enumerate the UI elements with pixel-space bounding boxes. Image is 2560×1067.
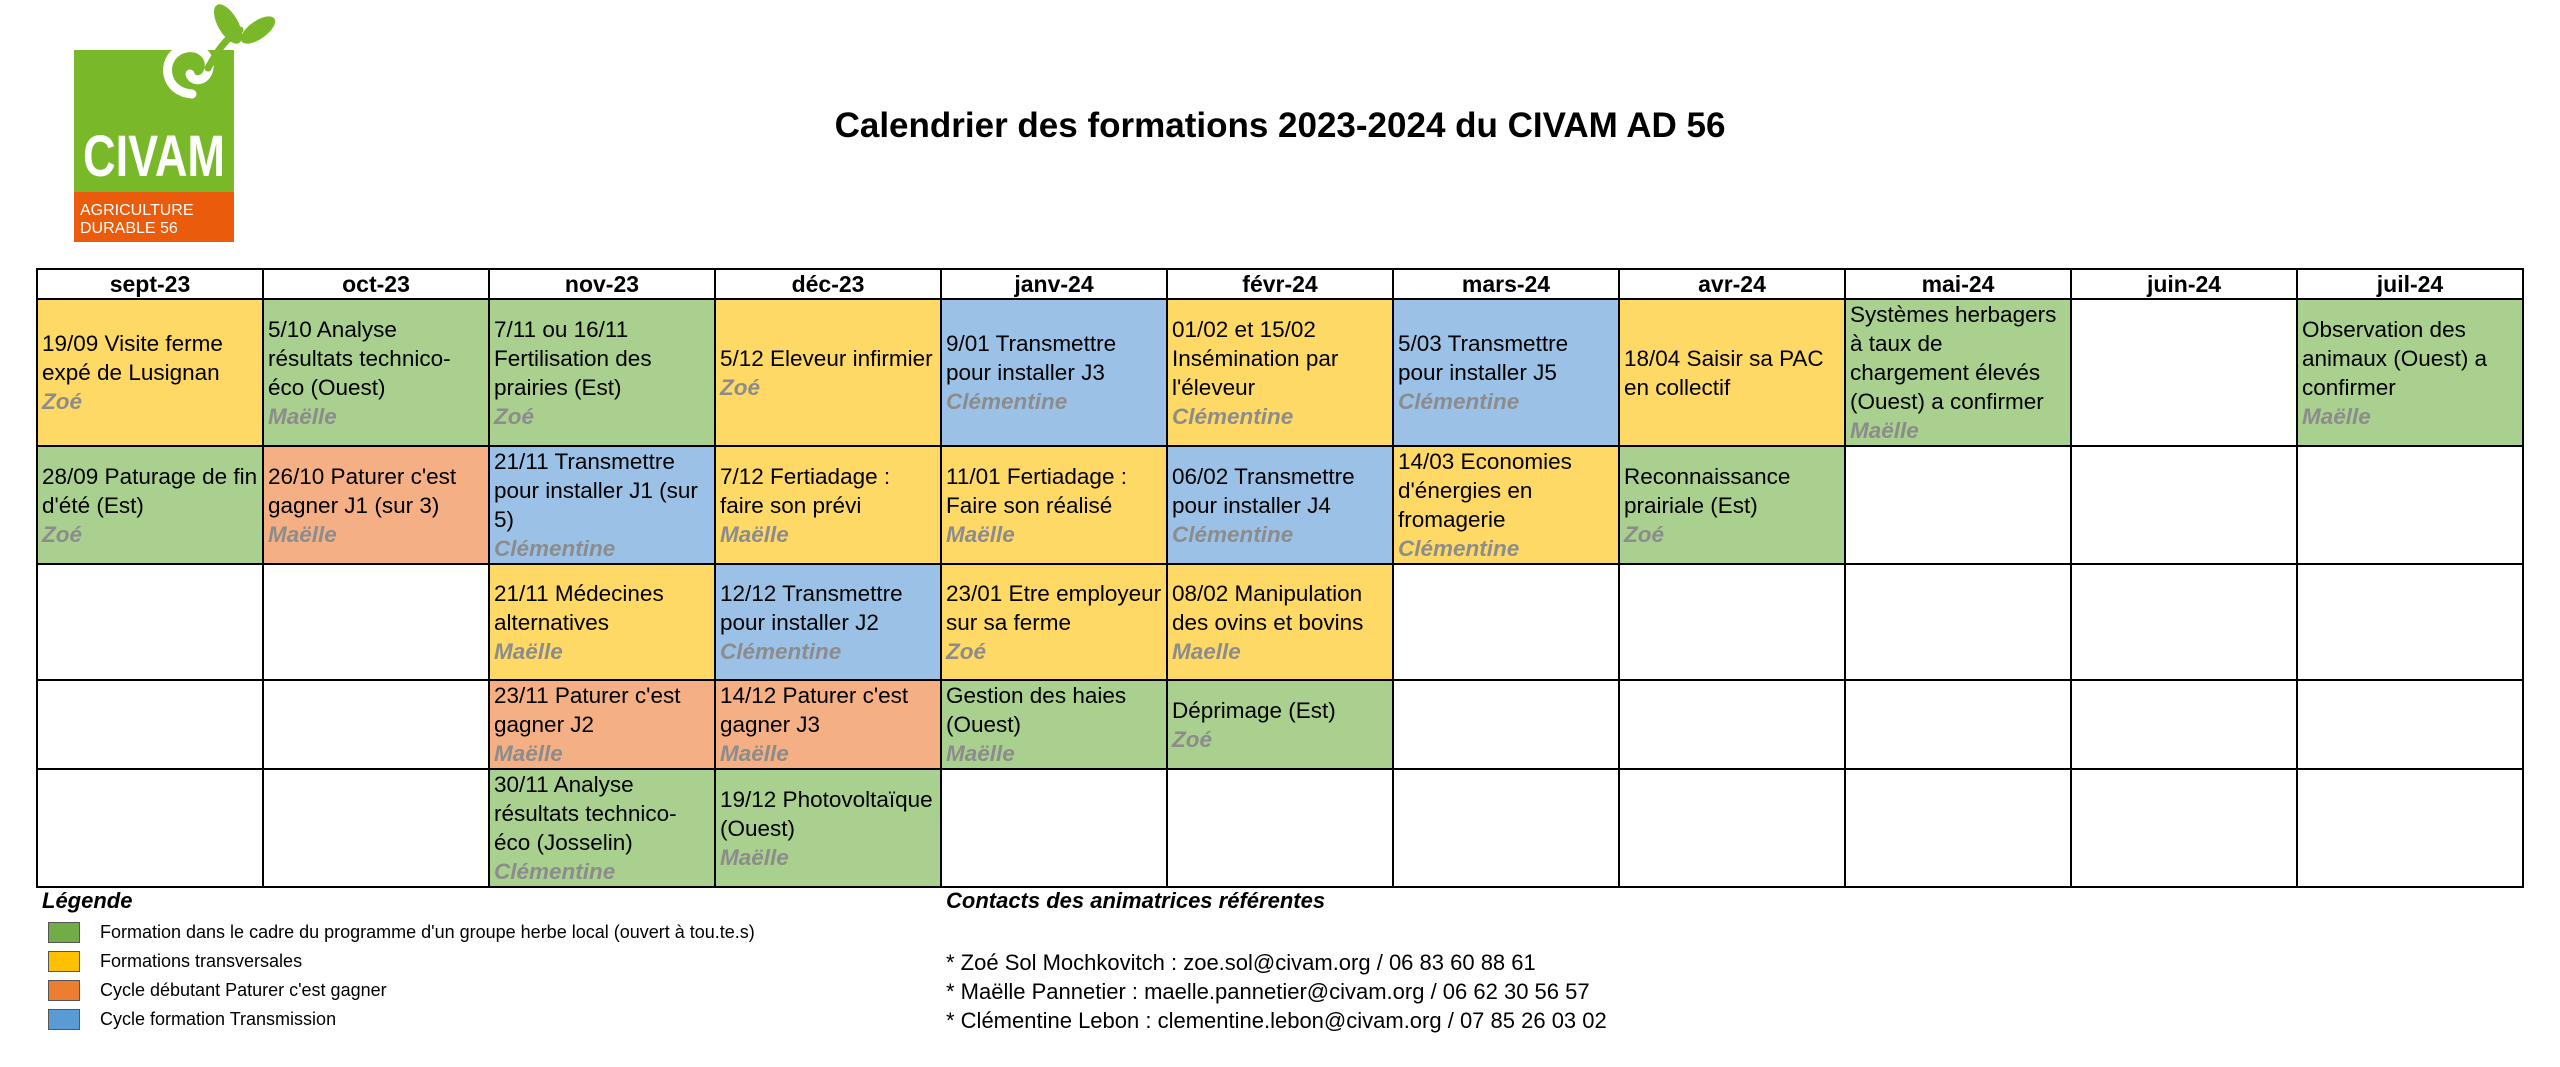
- empty-cell: [2297, 446, 2523, 564]
- empty-cell: [1845, 564, 2071, 680]
- legend-item: [40, 1005, 900, 1034]
- facilitator-name: Clémentine: [494, 536, 616, 561]
- empty-cell: [1393, 564, 1619, 680]
- training-title: Déprimage (Est): [1172, 697, 1336, 723]
- facilitator-name: Maëlle: [720, 741, 789, 766]
- training-cell: [1393, 299, 1619, 446]
- empty-cell: [1393, 769, 1619, 887]
- logo-name: CIVAM: [83, 124, 225, 189]
- training-cell: [489, 680, 715, 769]
- facilitator-name: Clémentine: [720, 638, 842, 664]
- training-title: 5/12 Eleveur infirmier: [720, 345, 933, 371]
- legend-item: [40, 976, 900, 1005]
- training-title: 06/02 Transmettre pour installer J4: [1172, 463, 1355, 518]
- training-title: 12/12 Transmettre pour installer J2: [720, 580, 903, 635]
- training-title: 21/11 Médecines alternatives: [494, 580, 664, 635]
- empty-cell: [1845, 769, 2071, 887]
- training-title: 23/11 Paturer c'est gagner J2: [494, 683, 681, 737]
- facilitator-name: Maëlle: [268, 521, 337, 547]
- empty-cell: [263, 769, 489, 887]
- facilitator-name: Zoé: [946, 638, 987, 664]
- empty-cell: [1167, 769, 1393, 887]
- contact-line: * Maëlle Pannetier : maelle.pannetier@civam.org / 06 62 30 56 57: [946, 979, 1590, 1004]
- training-cell: [489, 446, 715, 564]
- logo-subtitle-2: DURABLE 56: [80, 220, 178, 237]
- training-cell: [263, 299, 489, 446]
- facilitator-name: Zoé: [720, 374, 761, 400]
- legend-label: Formation dans le cadre du programme d'un groupe herbe local (ouvert à tou.te.s): [100, 922, 755, 942]
- training-title: 23/01 Etre employeur sur sa ferme: [946, 580, 1162, 635]
- calendar-row: [37, 299, 2523, 446]
- empty-cell: [2297, 564, 2523, 680]
- training-title: 9/01 Transmettre pour installer J3: [946, 331, 1117, 385]
- empty-cell: [2071, 446, 2297, 564]
- facilitator-name: Clémentine: [494, 859, 616, 884]
- facilitator-name: Maëlle: [1850, 418, 1919, 443]
- training-cell: [1845, 299, 2071, 446]
- training-cell: [37, 299, 263, 446]
- legend: [40, 888, 900, 1034]
- contact-line: * Clémentine Lebon : clementine.lebon@civam.org / 07 85 26 03 02: [946, 1008, 1607, 1033]
- facilitator-name: Maëlle: [494, 638, 563, 664]
- calendar-row: [37, 446, 2523, 564]
- contact-line: * Zoé Sol Mochkovitch : zoe.sol@civam.org / 06 83 60 88 61: [946, 950, 1536, 975]
- training-calendar: [36, 268, 2524, 888]
- facilitator-name: Clémentine: [1398, 389, 1520, 414]
- facilitator-name: Clémentine: [946, 389, 1068, 414]
- training-cell: [1619, 446, 1845, 564]
- training-cell: [2297, 299, 2523, 446]
- training-title: 14/12 Paturer c'est gagner J3: [720, 683, 909, 737]
- facilitator-name: Zoé: [494, 403, 535, 429]
- empty-cell: [2071, 680, 2297, 769]
- training-cell: [941, 680, 1167, 769]
- training-title: 01/02 et 15/02 Insémination par l'éleveur: [1172, 316, 1339, 400]
- training-title: 14/03 Economies d'énergies en fromagerie: [1398, 449, 1572, 532]
- facilitator-name: Clémentine: [1172, 403, 1294, 429]
- training-title: 7/12 Fertiadage : faire son prévi: [720, 463, 891, 518]
- month-header: déc-23: [715, 269, 941, 299]
- calendar-row: [37, 564, 2523, 680]
- legend-label: Cycle formation Transmission: [100, 1009, 337, 1029]
- training-title: Observation des animaux (Ouest) a confirmer: [2302, 316, 2488, 400]
- facilitator-name: Maëlle: [720, 844, 789, 870]
- legend-swatch-green: [48, 922, 80, 943]
- training-cell: [715, 680, 941, 769]
- training-title: 19/09 Visite ferme expé de Lusignan: [42, 331, 223, 385]
- legend-swatch-blue: [48, 1009, 80, 1030]
- training-title: 7/11 ou 16/11 Fertilisation des prairies (Est): [494, 316, 652, 400]
- training-title: Reconnaissance prairiale (Est): [1624, 463, 1791, 518]
- legend-item: [40, 947, 900, 976]
- month-header: févr-24: [1167, 269, 1393, 299]
- training-cell: [489, 564, 715, 680]
- training-cell: [489, 299, 715, 446]
- legend-title: Légende: [42, 888, 133, 913]
- empty-cell: [263, 680, 489, 769]
- facilitator-name: Maëlle: [2302, 403, 2371, 429]
- empty-cell: [2071, 299, 2297, 446]
- facilitator-name: Maëlle: [494, 741, 563, 766]
- training-title: Systèmes herbagers à taux de chargement élevés (Ouest) a confirmer: [1850, 302, 2057, 414]
- training-cell: [1393, 446, 1619, 564]
- training-title: 11/01 Fertiadage : Faire son réalisé: [946, 463, 1127, 518]
- facilitator-name: Zoé: [1624, 521, 1665, 547]
- training-cell: [715, 446, 941, 564]
- training-cell: [1167, 446, 1393, 564]
- empty-cell: [2071, 564, 2297, 680]
- facilitator-name: Zoé: [1172, 726, 1213, 752]
- month-header: sept-23: [37, 269, 263, 299]
- training-title: 21/11 Transmettre pour installer J1 (sur 5): [494, 449, 698, 532]
- training-title: 5/10 Analyse résultats technico-éco (Ouest): [268, 316, 451, 400]
- page-title: Calendrier des formations 2023-2024 du CIVAM AD 56: [834, 106, 1726, 145]
- facilitator-name: Maëlle: [946, 521, 1015, 547]
- calendar-row: [37, 680, 2523, 769]
- legend-item: [40, 918, 900, 947]
- empty-cell: [1619, 680, 1845, 769]
- month-header: mai-24: [1845, 269, 2071, 299]
- empty-cell: [37, 564, 263, 680]
- empty-cell: [37, 680, 263, 769]
- facilitator-name: Zoé: [42, 389, 83, 414]
- month-header: oct-23: [263, 269, 489, 299]
- training-cell: [1619, 299, 1845, 446]
- facilitator-name: Maëlle: [268, 403, 337, 429]
- calendar-row: [37, 769, 2523, 887]
- training-title: Gestion des haies (Ouest): [946, 683, 1127, 737]
- training-title: 5/03 Transmettre pour installer J5: [1398, 331, 1569, 385]
- training-title: 08/02 Manipulation des ovins et bovins: [1172, 580, 1364, 635]
- civam-logo: [68, 0, 280, 242]
- facilitator-name: Clémentine: [1398, 536, 1520, 561]
- empty-cell: [37, 769, 263, 887]
- month-header: janv-24: [941, 269, 1167, 299]
- month-header: avr-24: [1619, 269, 1845, 299]
- empty-cell: [941, 769, 1167, 887]
- training-cell: [715, 769, 941, 887]
- training-cell: [1167, 680, 1393, 769]
- training-cell: [263, 446, 489, 564]
- empty-cell: [1619, 564, 1845, 680]
- month-header: nov-23: [489, 269, 715, 299]
- empty-cell: [263, 564, 489, 680]
- training-title: 26/10 Paturer c'est gagner J1 (sur 3): [268, 463, 457, 518]
- facilitator-name: Maelle: [1172, 638, 1241, 664]
- empty-cell: [1619, 769, 1845, 887]
- training-cell: [941, 299, 1167, 446]
- legend-label: Formations transversales: [100, 951, 303, 971]
- facilitator-name: Maëlle: [720, 521, 789, 547]
- month-header: juil-24: [2297, 269, 2523, 299]
- training-cell: [941, 564, 1167, 680]
- training-cell: [1167, 564, 1393, 680]
- empty-cell: [1845, 680, 2071, 769]
- training-cell: [37, 446, 263, 564]
- month-header: mars-24: [1393, 269, 1619, 299]
- training-cell: [941, 446, 1167, 564]
- training-title: 18/04 Saisir sa PAC en collectif: [1624, 345, 1824, 400]
- empty-cell: [2297, 680, 2523, 769]
- legend-swatch-yellow: [48, 951, 80, 972]
- legend-swatch-orange: [48, 980, 80, 1001]
- training-cell: [1167, 299, 1393, 446]
- training-cell: [715, 299, 941, 446]
- empty-cell: [1845, 446, 2071, 564]
- logo-subtitle-1: AGRICULTURE: [80, 202, 194, 219]
- facilitator-name: Clémentine: [1172, 521, 1294, 547]
- contacts-title: Contacts des animatrices référentes: [946, 888, 1326, 913]
- empty-cell: [2071, 769, 2297, 887]
- facilitator-name: Maëlle: [946, 741, 1015, 766]
- contacts: [946, 888, 2146, 1035]
- training-cell: [715, 564, 941, 680]
- empty-cell: [1393, 680, 1619, 769]
- facilitator-name: Zoé: [42, 521, 83, 547]
- month-header: juin-24: [2071, 269, 2297, 299]
- empty-cell: [2297, 769, 2523, 887]
- training-title: 30/11 Analyse résultats technico-éco (Josselin): [494, 772, 677, 855]
- training-title: 19/12 Photovoltaïque (Ouest): [720, 786, 933, 841]
- legend-label: Cycle débutant Paturer c'est gagner: [100, 980, 387, 1000]
- month-header-row: [37, 269, 2523, 299]
- training-title: 28/09 Paturage de fin d'été (Est): [42, 463, 258, 518]
- training-cell: [489, 769, 715, 887]
